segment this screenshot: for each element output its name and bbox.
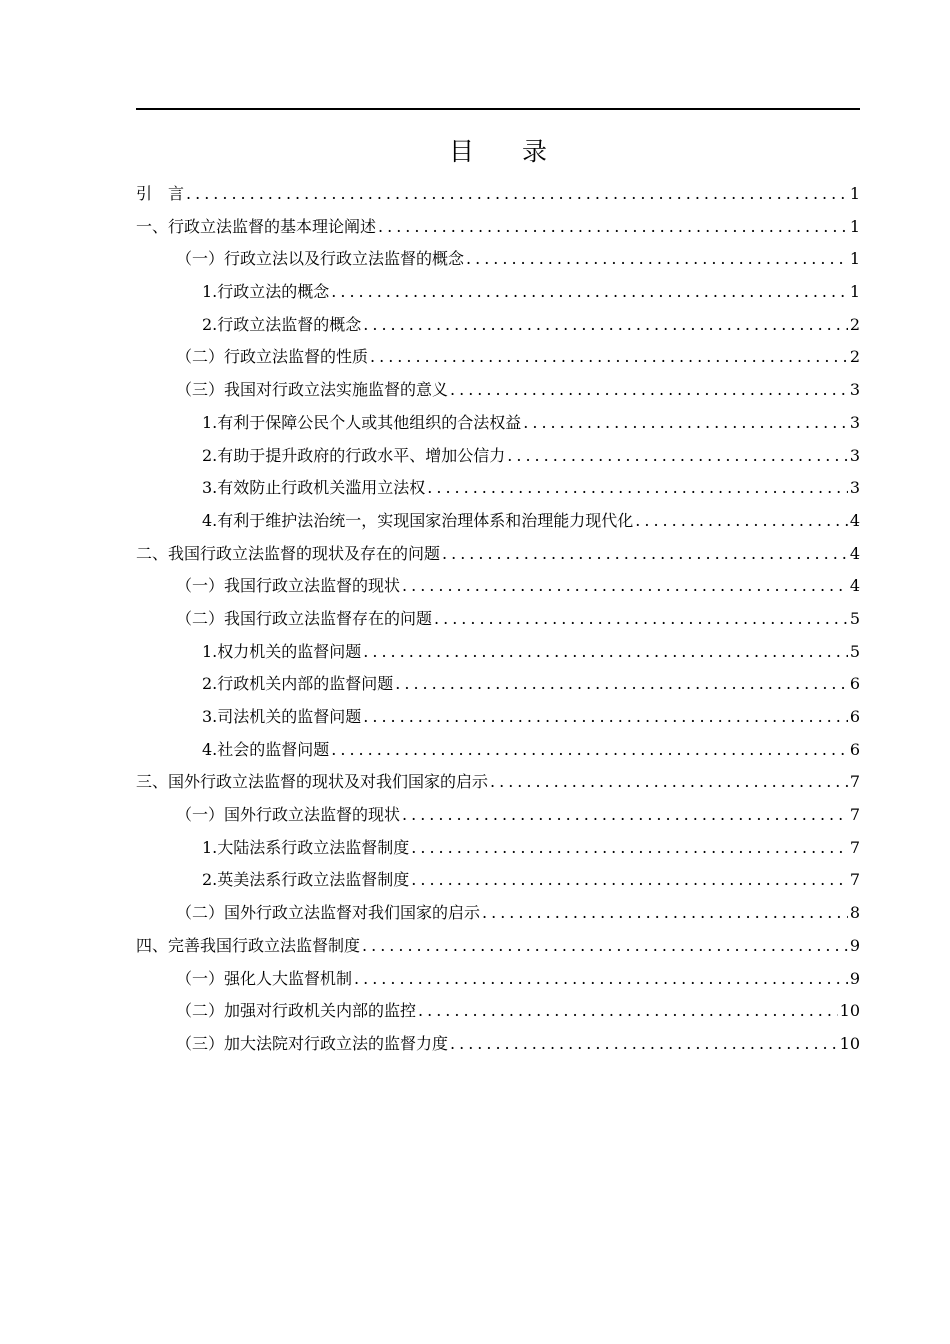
toc-entry-text: 1.权力机关的监督问题 [202, 641, 362, 661]
toc-leader-dots [411, 864, 848, 897]
toc-leader-dots [370, 341, 848, 374]
toc-entry[interactable] [136, 930, 860, 963]
toc-leader-dots [442, 538, 848, 571]
toc-page-number: 4 [849, 576, 860, 596]
toc-entry[interactable] [136, 963, 860, 996]
toc-entry[interactable] [136, 472, 860, 505]
toc-entry[interactable] [136, 570, 860, 603]
toc-leader-dots [363, 636, 848, 669]
toc-page-number: 3 [849, 445, 860, 465]
toc-entry-text: （一）行政立法以及行政立法监督的概念 [176, 249, 465, 269]
toc-entry-text: （二）加强对行政机关内部的监控 [176, 1001, 417, 1021]
toc-entry-text: 一、行政立法监督的基本理论阐述 [136, 216, 377, 236]
toc-page-number: 6 [849, 707, 860, 726]
toc-entry[interactable] [136, 505, 860, 538]
toc-entry-text: （二）我国行政立法监督存在的问题 [176, 608, 433, 628]
toc-leader-dots [507, 440, 848, 473]
toc-entry-text: （一）国外行政立法监督的现状 [176, 805, 401, 825]
header-rule [136, 108, 860, 110]
toc-entry-text: 3.司法机关的监督问题 [202, 707, 362, 726]
toc-entry-text: （一）强化人大监督机制 [176, 968, 353, 988]
toc-leader-dots [450, 1028, 838, 1061]
toc-leader-dots [418, 995, 838, 1028]
toc-leader-dots [331, 734, 848, 767]
toc-entry[interactable] [136, 603, 860, 636]
toc-page-number: 9 [849, 968, 860, 988]
toc-entry[interactable] [136, 243, 860, 276]
toc-page-number: 3 [849, 412, 860, 432]
toc-entry[interactable] [136, 995, 860, 1028]
toc-entry-text: 1.行政立法的概念 [202, 282, 330, 302]
toc-entry-text: 引 言 [136, 184, 185, 203]
toc-leader-dots [490, 766, 848, 799]
toc-page-number: 5 [849, 641, 860, 661]
toc-entry[interactable] [136, 309, 860, 342]
toc-entry[interactable] [136, 799, 860, 832]
toc-page-number: 4 [849, 543, 860, 563]
toc-page-number: 3 [849, 380, 860, 400]
table-of-contents [136, 178, 860, 1061]
toc-entry-text: 2.行政机关内部的监督问题 [202, 674, 394, 694]
toc-page-number: 10 [839, 1001, 860, 1021]
toc-entry-text: （二）国外行政立法监督对我们国家的启示 [176, 903, 481, 923]
toc-entry-text: 二、我国行政立法监督的现状及存在的问题 [136, 543, 441, 563]
toc-entry[interactable] [136, 440, 860, 473]
toc-leader-dots [466, 243, 848, 276]
toc-leader-dots [186, 178, 848, 211]
toc-leader-dots [363, 701, 848, 734]
toc-leader-dots [331, 276, 848, 309]
toc-page-number: 7 [849, 870, 860, 890]
toc-page-number: 5 [849, 608, 860, 628]
toc-entry-text: （一）我国行政立法监督的现状 [176, 576, 401, 596]
toc-entry[interactable] [136, 211, 860, 244]
toc-entry-text: （三）加大法院对行政立法的监督力度 [176, 1033, 449, 1053]
toc-page-number: 10 [839, 1033, 860, 1053]
toc-leader-dots [402, 799, 848, 832]
toc-entry-text: 三、国外行政立法监督的现状及对我们国家的启示 [136, 772, 489, 792]
toc-page-number: 2 [849, 314, 860, 334]
toc-page-number: 1 [849, 184, 860, 203]
toc-entry[interactable] [136, 701, 860, 734]
toc-entry-text: （三）我国对行政立法实施监督的意义 [176, 380, 449, 400]
toc-entry[interactable] [136, 832, 860, 865]
toc-entry-text: 2.有助于提升政府的行政水平、增加公信力 [202, 445, 506, 465]
toc-entry-text: 1.有利于保障公民个人或其他组织的合法权益 [202, 412, 522, 432]
toc-entry[interactable] [136, 374, 860, 407]
toc-leader-dots [378, 211, 848, 244]
toc-entry-text: 2.行政立法监督的概念 [202, 314, 362, 334]
toc-entry[interactable] [136, 341, 860, 374]
toc-title [136, 134, 860, 170]
toc-leader-dots [402, 570, 848, 603]
toc-page-number: 1 [849, 282, 860, 302]
toc-entry[interactable] [136, 407, 860, 440]
toc-title-char-2: 录 [522, 137, 548, 166]
toc-entry[interactable] [136, 538, 860, 571]
toc-entry-text: 四、完善我国行政立法监督制度 [136, 935, 361, 955]
toc-leader-dots [635, 505, 848, 538]
toc-leader-dots [450, 374, 848, 407]
toc-entry-text: 1.大陆法系行政立法监督制度 [202, 837, 410, 857]
toc-page-number: 6 [849, 674, 860, 694]
toc-entry[interactable] [136, 766, 860, 799]
toc-leader-dots [395, 668, 848, 701]
toc-entry[interactable] [136, 864, 860, 897]
toc-page-number: 3 [849, 478, 860, 498]
toc-entry[interactable] [136, 734, 860, 767]
toc-page-number: 1 [849, 216, 860, 236]
toc-leader-dots [482, 897, 848, 930]
toc-leader-dots [523, 407, 848, 440]
toc-title-char-1: 目 [448, 137, 474, 166]
toc-page-number: 7 [849, 837, 860, 857]
toc-entry-text: （二）行政立法监督的性质 [176, 347, 369, 367]
toc-entry[interactable] [136, 1028, 860, 1061]
toc-page-number: 2 [849, 347, 860, 367]
toc-leader-dots [427, 472, 848, 505]
toc-entry[interactable] [136, 178, 860, 211]
toc-leader-dots [362, 930, 848, 963]
toc-leader-dots [411, 832, 848, 865]
toc-page-number: 9 [849, 935, 860, 955]
toc-page-number: 7 [849, 805, 860, 825]
toc-page-number: 6 [849, 739, 860, 759]
toc-leader-dots [354, 963, 848, 996]
toc-entry-text: 2.英美法系行政立法监督制度 [202, 870, 410, 890]
toc-page-number: 4 [849, 510, 860, 530]
toc-entry-text: 3.有效防止行政机关滥用立法权 [202, 478, 426, 498]
toc-entry-text: 4.有利于维护法治统一，实现国家治理体系和治理能力现代化 [202, 510, 634, 530]
toc-leader-dots [363, 309, 848, 342]
toc-entry[interactable] [136, 668, 860, 701]
toc-leader-dots [434, 603, 848, 636]
toc-entry[interactable] [136, 636, 860, 669]
toc-page-number: 7 [849, 772, 860, 792]
toc-entry-text: 4.社会的监督问题 [202, 739, 330, 759]
toc-entry[interactable] [136, 897, 860, 930]
toc-page-number: 1 [849, 249, 860, 269]
toc-page-number: 8 [849, 903, 860, 923]
toc-entry[interactable] [136, 276, 860, 309]
